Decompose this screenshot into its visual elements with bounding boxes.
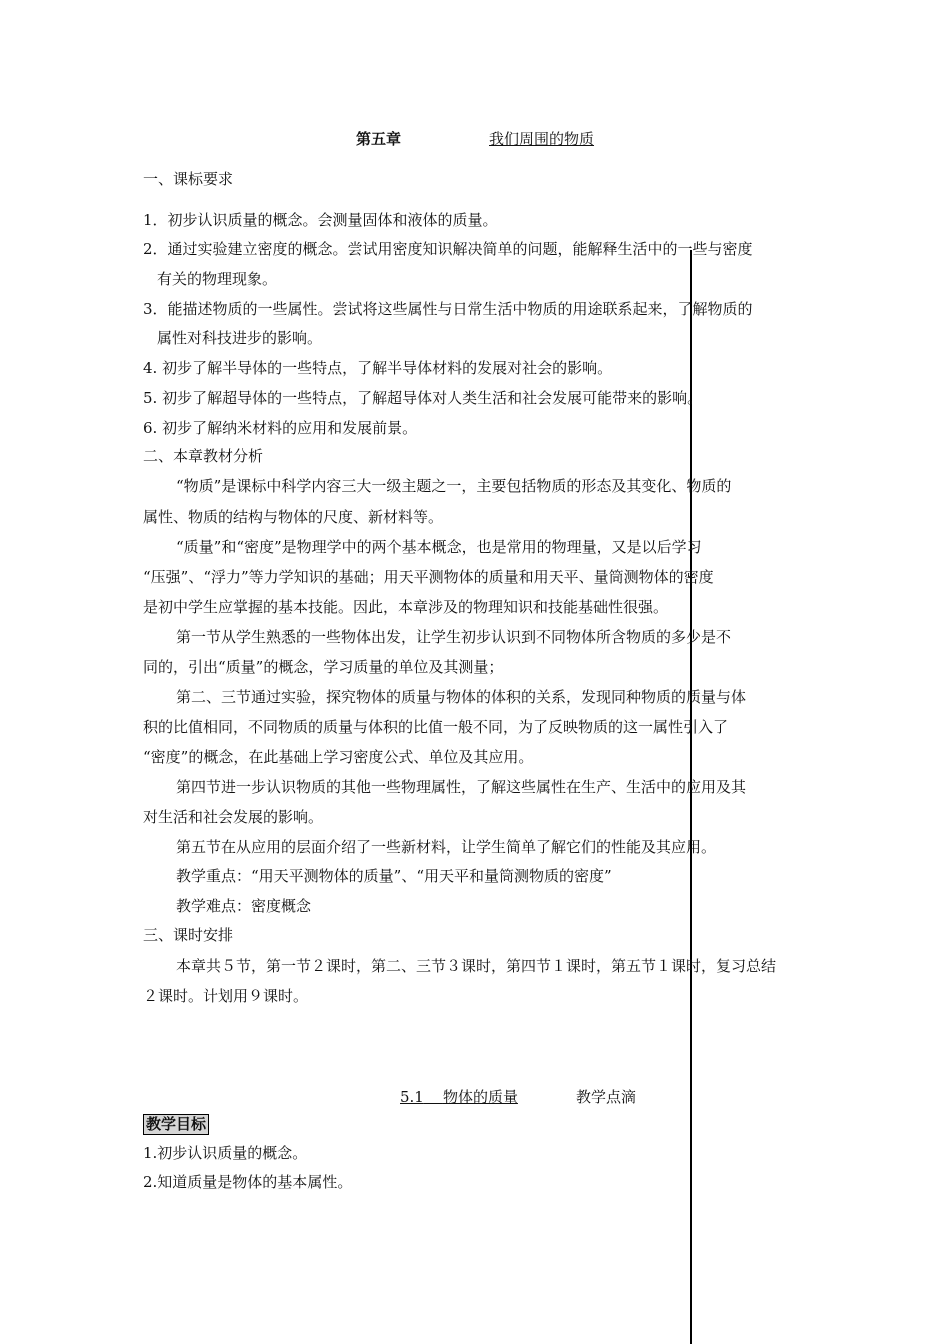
analysis-line: 属性、物质的结构与物体的尺度、新材料等。 [143, 508, 444, 526]
analysis-line: 同的，引出“质量”的概念，学习质量的单位及其测量； [143, 658, 504, 676]
lesson-tag: 教学点滴 [575, 1088, 636, 1106]
analysis-line: “压强”、“浮力”等力学知识的基础；用天平测物体的质量和用天平、量筒测物体的密度 [143, 568, 714, 586]
analysis-line: 第四节进一步认识物质的其他一些物理属性，了解这些属性在生产、生活中的应用及其 [176, 778, 747, 796]
requirement-line: 6. 初步了解纳米材料的应用和发展前景。 [143, 419, 418, 437]
lesson-number: 5.1 [400, 1088, 424, 1106]
schedule-line: 本章共５节，第一节２课时，第二、三节３课时，第四节１课时，第五节１课时，复习总结 [176, 957, 777, 975]
analysis-line: 第一节从学生熟悉的一些物体出发，让学生初步认识到不同物体所含物质的多少是不 [176, 628, 732, 646]
chapter-label: 第五章 [355, 130, 401, 148]
requirement-line: 属性对科技进步的影响。 [157, 329, 323, 347]
teaching-goal-label: 教学目标 [143, 1114, 209, 1135]
requirement-line: 有关的物理现象。 [157, 270, 278, 288]
chapter-subtitle: 我们周围的物质 [489, 130, 595, 148]
analysis-line: “物质”是课标中科学内容三大一级主题之一，主要包括物质的形态及其变化、物质的 [176, 477, 732, 495]
analysis-line: 第二、三节通过实验，探究物体的质量与物体的体积的关系，发现同种物质的质量与体 [176, 688, 747, 706]
section3-heading: 三、课时安排 [143, 926, 234, 944]
analysis-line: 对生活和社会发展的影响。 [143, 808, 324, 826]
teaching-difficulty: 教学难点：密度概念 [176, 897, 312, 915]
section1-heading: 一、课标要求 [143, 170, 234, 188]
schedule-line: ２课时。计划用９课时。 [143, 987, 309, 1005]
section2-heading: 二、本章教材分析 [143, 447, 264, 465]
lesson-title: 物体的质量 [442, 1088, 518, 1106]
requirement-line: 2．通过实验建立密度的概念。尝试用密度知识解决简单的问题，能解释生活中的一些与密度 [143, 240, 753, 258]
analysis-line: “密度”的概念，在此基础上学习密度公式、单位及其应用。 [143, 748, 534, 766]
chapter-title [0, 128, 950, 149]
analysis-line: 第五节在从应用的层面介绍了一些新材料，让学生简单了解它们的性能及其应用。 [176, 838, 717, 856]
lesson-heading [400, 1086, 636, 1107]
requirement-line: 3．能描述物质的一些属性。尝试将这些属性与日常生活中物质的用途联系起来，了解物质的 [143, 300, 753, 318]
requirement-line: 1．初步认识质量的概念。会测量固体和液体的质量。 [143, 211, 498, 229]
analysis-line: 积的比值相同，不同物质的质量与体积的比值一般不同，为了反映物质的这一属性引入了 [143, 718, 729, 736]
analysis-line: 是初中学生应掌握的基本技能。因此，本章涉及的物理知识和技能基础性很强。 [143, 598, 669, 616]
requirement-line: 5. 初步了解超导体的一些特点，了解超导体对人类生活和社会发展可能带来的影响。 [143, 389, 703, 407]
goal-line: 2.知道质量是物体的基本属性。 [143, 1173, 353, 1191]
vertical-rule-line [690, 250, 692, 1344]
teaching-focus: 教学重点：“用天平测物体的质量”、“用天平和量筒测物质的密度” [176, 867, 612, 885]
analysis-line: “质量”和“密度”是物理学中的两个基本概念，也是常用的物理量，又是以后学习 [176, 538, 702, 556]
goal-line: 1.初步认识质量的概念。 [143, 1144, 308, 1162]
requirement-line: 4. 初步了解半导体的一些特点，了解半导体材料的发展对社会的影响。 [143, 359, 613, 377]
